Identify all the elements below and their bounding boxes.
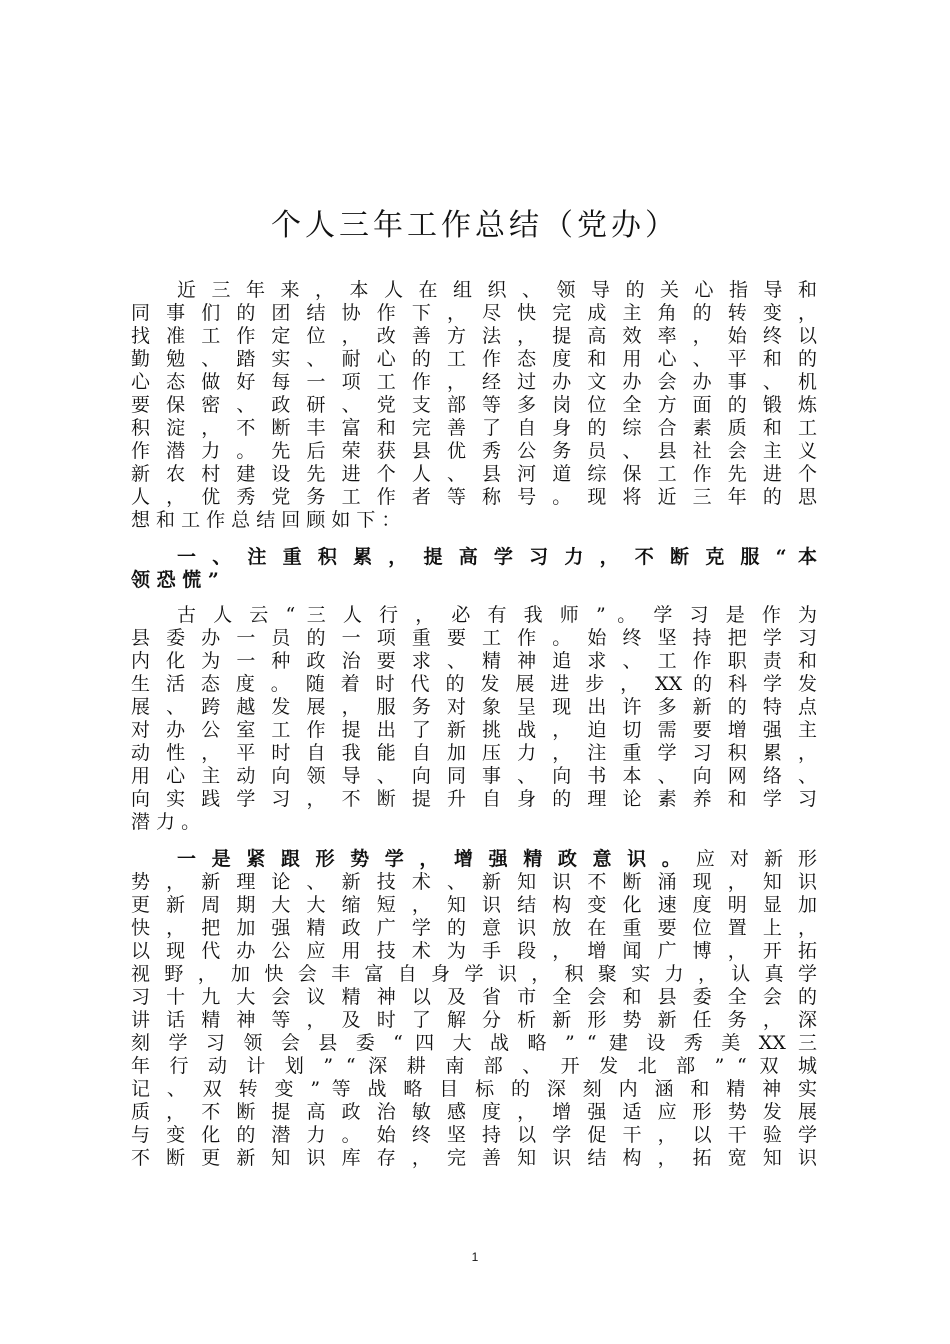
text-line: 动 性 ， 平 时 自 我 能 自 加 压 力 ， 注 重 学 习 积 累 ， <box>131 742 817 764</box>
heading-line: 一 、 注 重 积 累 ， 提 高 学 习 力 ， 不 断 克 服 “ 本 <box>177 546 817 568</box>
text-line: 县 委 办 一 员 的 一 项 重 要 工 作 。 始 终 坚 持 把 学 习 <box>131 627 817 649</box>
text-line: 更 新 周 期 大 大 缩 短 ， 知 识 结 构 变 化 速 度 明 显 加 <box>131 894 817 916</box>
text-line: 视 野 ， 加 快 会 丰 富 自 身 学 识 ， 积 聚 实 力 ， 认 真 学 <box>131 963 817 985</box>
text-line: 不 断 更 新 知 识 库 存 ， 完 善 知 识 结 构 ， 拓 宽 知 识 <box>131 1147 817 1169</box>
text-line: 年 行 动 计 划 ” “ 深 耕 南 部 、 开 发 北 部 ” “ 双 城 <box>131 1055 817 1077</box>
text-line: 勤 勉 、 踏 实 、 耐 心 的 工 作 态 度 和 用 心 、 平 和 的 <box>131 348 817 370</box>
paragraph-learning <box>131 604 817 834</box>
text-line: 质 ， 不 断 提 高 政 治 敏 感 度 ， 增 强 适 应 形 势 发 展 <box>131 1101 817 1123</box>
text-line: 用 心 主 动 向 领 导 、 向 同 事 、 向 书 本 、 向 网 络 、 <box>131 765 817 787</box>
paragraph-lead-bold: 一 是 紧 跟 形 势 学 ， 增 强 精 政 意 识 。 <box>177 848 686 870</box>
text-line: 记 、 双 转 变 ” 等 战 略 目 标 的 深 刻 内 涵 和 精 神 实 <box>131 1078 817 1100</box>
text-line: 积 淀 ， 不 断 丰 富 和 完 善 了 自 身 的 综 合 素 质 和 工 <box>131 417 817 439</box>
section-heading-1 <box>131 546 817 592</box>
text-line: 内 化 为 一 种 政 治 要 求 、 精 神 追 求 、 工 作 职 责 和 <box>131 650 817 672</box>
text-line: 同 事 们 的 团 结 协 作 下 ， 尽 快 完 成 主 角 的 转 变 ， <box>131 302 817 324</box>
text-line: 要 保 密 、 政 研 、 党 支 部 等 多 岗 位 全 方 面 的 锻 炼 <box>131 394 817 416</box>
heading-line: 领 恐 慌 ” <box>131 569 219 591</box>
text-line: 向 实 践 学 习 ， 不 断 提 升 自 身 的 理 论 素 养 和 学 习 <box>131 788 817 810</box>
text-line: 对 办 公 室 工 作 提 出 了 新 挑 战 ， 迫 切 需 要 增 强 主 <box>131 719 817 741</box>
text-line: 找 准 工 作 定 位 ， 改 善 方 法 ， 提 高 效 率 ， 始 终 以 <box>131 325 817 347</box>
text-line: 势 ， 新 理 论 、 新 技 术 、 新 知 识 不 断 涌 现 ， 知 识 <box>131 871 817 893</box>
paragraph-situation <box>131 848 817 1170</box>
text-line: 快 ， 把 加 强 精 政 广 学 的 意 识 放 在 重 要 位 置 上 ， <box>131 917 817 939</box>
text-line: 作 潜 力 。 先 后 荣 获 县 优 秀 公 务 员 、 县 社 会 主 义 <box>131 440 817 462</box>
text-line: 心 态 做 好 每 一 项 工 作 ， 经 过 办 文 办 会 办 事 、 机 <box>131 371 817 393</box>
text-line: 想 和 工 作 总 结 回 顾 如 下 ： <box>131 509 401 531</box>
text-line: 以 现 代 办 公 应 用 技 术 为 手 段 ， 增 闻 广 博 ， 开 拓 <box>131 940 817 962</box>
text-line: 展 、 跨 越 发 展 ， 服 务 对 象 呈 现 出 许 多 新 的 特 点 <box>131 696 817 718</box>
text-line <box>131 848 817 871</box>
text-line: 近 三 年 来 ， 本 人 在 组 织 、 领 导 的 关 心 指 导 和 <box>177 279 817 301</box>
text-line: 生 活 态 度 。 随 着 时 代 的 发 展 进 步 ， XX 的 科 学 发 <box>131 673 817 695</box>
text-line: 与 变 化 的 潜 力 。 始 终 坚 持 以 学 促 干 ， 以 干 验 学 <box>131 1124 817 1146</box>
text-line: 讲 话 精 神 等 ， 及 时 了 解 分 析 新 形 势 新 任 务 ， 深 <box>131 1009 817 1031</box>
paragraph-intro <box>131 279 817 532</box>
document-title: 个人三年工作总结（党办） <box>271 208 679 243</box>
paragraph-lead-rest: 应 对 新 形 <box>695 848 817 870</box>
page-number: 1 <box>471 1250 479 1264</box>
text-line: 人 ， 优 秀 党 务 工 作 者 等 称 号 。 现 将 近 三 年 的 思 <box>131 486 817 508</box>
text-line: 古 人 云 “ 三 人 行 ， 必 有 我 师 ” 。 学 习 是 作 为 <box>177 604 817 626</box>
text-line: 潜 力 。 <box>131 811 201 833</box>
text-line: 刻 学 习 领 会 县 委 “ 四 大 战 略 ” “ 建 设 秀 美 XX 三 <box>131 1032 817 1054</box>
text-line: 新 农 村 建 设 先 进 个 人 、 县 河 道 综 保 工 作 先 进 个 <box>131 463 817 485</box>
text-line: 习 十 九 大 会 议 精 神 以 及 省 市 全 会 和 县 委 全 会 的 <box>131 986 817 1008</box>
